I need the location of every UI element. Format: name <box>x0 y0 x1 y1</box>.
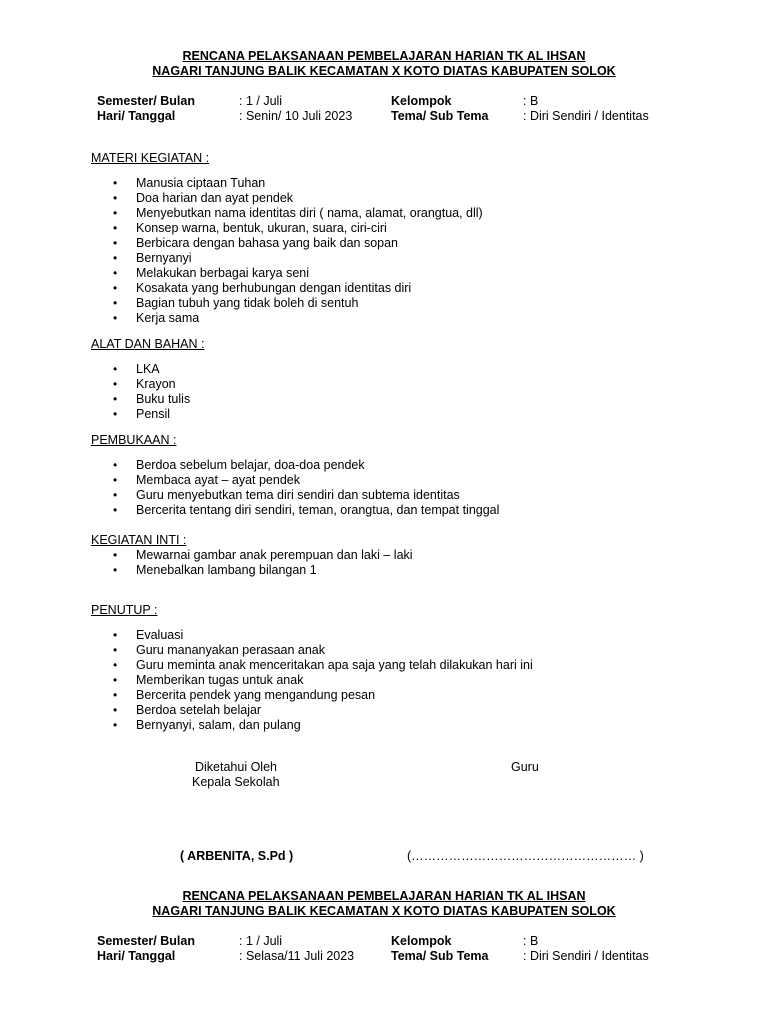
penutup-list <box>0 628 533 733</box>
list-item <box>0 362 190 377</box>
list-item <box>0 703 533 718</box>
list-item-text: Evaluasi <box>136 628 184 642</box>
bullet-icon: • <box>113 488 118 502</box>
list-item-text: Doa harian dan ayat pendek <box>136 191 294 205</box>
materi-heading-text: MATERI KEGIATAN <box>91 151 203 165</box>
list-item <box>0 658 533 673</box>
bullet-icon: • <box>113 503 118 517</box>
list-item-text: Menyebutkan nama identitas diri ( nama, alamat, orangtua, dll) <box>136 206 483 220</box>
kepala-sekolah-name: ( ARBENITA, S.Pd ) <box>180 849 294 863</box>
info-table-2 <box>0 934 768 964</box>
bullet-icon: • <box>113 206 118 220</box>
list-item <box>0 503 499 518</box>
bullet-icon: • <box>113 563 118 577</box>
list-item <box>0 688 533 703</box>
kelompok-value: : B <box>523 94 539 108</box>
list-item <box>0 311 483 326</box>
list-item <box>0 628 533 643</box>
list-item-text: Berdoa setelah belajar <box>136 703 262 717</box>
bullet-icon: • <box>113 718 118 732</box>
bullet-icon: • <box>113 377 118 391</box>
bullet-icon: • <box>113 362 118 376</box>
list-item <box>0 191 483 206</box>
bullet-icon: • <box>113 473 118 487</box>
list-item <box>0 176 483 191</box>
list-item-text: Memberikan tugas untuk anak <box>136 673 304 687</box>
hari-label-2: Hari/ Tanggal <box>97 949 176 963</box>
list-item-text: Bercerita pendek yang mengandung pesan <box>136 688 376 702</box>
semester-label: Semester/ Bulan <box>97 94 195 108</box>
document-title-line1: RENCANA PELAKSANAAN PEMBELAJARAN HARIAN TK AL IHSAN <box>182 49 586 63</box>
list-item <box>0 718 533 733</box>
guru-name-blank: (……………………………………………… ) <box>407 849 644 863</box>
list-item-text: Guru mananyakan perasaan anak <box>136 643 326 657</box>
document2-title-line2: NAGARI TANJUNG BALIK KECAMATAN X KOTO DIATAS KABUPATEN SOLOK <box>152 904 616 918</box>
bullet-icon: • <box>113 296 118 310</box>
list-item-text: Kerja sama <box>136 311 200 325</box>
list-item-text: Bercerita tentang diri sendiri, teman, orangtua, dan tempat tinggal <box>136 503 500 517</box>
list-item <box>0 407 190 422</box>
list-item <box>0 281 483 296</box>
alat-list <box>0 362 190 422</box>
inti-list <box>0 548 413 578</box>
kelompok-label: Kelompok <box>391 94 452 108</box>
bullet-icon: • <box>113 548 118 562</box>
bullet-icon: • <box>113 688 118 702</box>
bullet-icon: • <box>113 311 118 325</box>
list-item-text: LKA <box>136 362 160 376</box>
bullet-icon: • <box>113 266 118 280</box>
list-item <box>0 236 483 251</box>
list-item-text: Berdoa sebelum belajar, doa-doa pendek <box>136 458 365 472</box>
hari-label: Hari/ Tanggal <box>97 109 176 123</box>
bullet-icon: • <box>113 236 118 250</box>
list-item <box>0 548 413 563</box>
list-item-text: Melakukan berbagai karya seni <box>136 266 310 280</box>
pembukaan-heading: PEMBUKAAN : <box>91 433 177 447</box>
diketahui-label: Diketahui Oleh <box>195 760 277 774</box>
hari-value: : Senin/ 10 Juli 2023 <box>239 109 353 123</box>
list-item-text: Membaca ayat – ayat pendek <box>136 473 300 487</box>
list-item <box>0 296 483 311</box>
list-item <box>0 563 413 578</box>
list-item <box>0 488 499 503</box>
list-item <box>0 473 499 488</box>
bullet-icon: • <box>113 221 118 235</box>
bullet-icon: • <box>113 392 118 406</box>
list-item <box>0 377 190 392</box>
list-item <box>0 251 483 266</box>
bullet-icon: • <box>113 176 118 190</box>
semester-value: : 1 / Juli <box>239 94 283 108</box>
kelompok-label-2: Kelompok <box>391 934 452 948</box>
list-item <box>0 673 533 688</box>
list-item-text: Guru menyebutkan tema diri sendiri dan subtema identitas <box>136 488 460 502</box>
bullet-icon: • <box>113 673 118 687</box>
list-item-text: Menebalkan lambang bilangan 1 <box>136 563 317 577</box>
bullet-icon: • <box>113 281 118 295</box>
list-item-text: Krayon <box>136 377 176 391</box>
guru-label: Guru <box>511 760 539 774</box>
alat-heading-colon: : <box>197 337 205 351</box>
materi-heading-colon: : <box>202 151 210 165</box>
list-item-text: Buku tulis <box>136 392 191 406</box>
bullet-icon: • <box>113 191 118 205</box>
alat-heading-text: ALAT DAN BAHAN <box>91 337 198 351</box>
list-item <box>0 643 533 658</box>
list-item-text: Bagian tubuh yang tidak boleh di sentuh <box>136 296 359 310</box>
materi-heading <box>91 151 209 166</box>
penutup-heading: PENUTUP : <box>91 603 158 617</box>
tema-value: : Diri Sendiri / Identitas <box>523 109 649 123</box>
list-item-text: Manusia ciptaan Tuhan <box>136 176 266 190</box>
semester-value-2: : 1 / Juli <box>239 934 283 948</box>
list-item <box>0 266 483 281</box>
document2-title-line1: RENCANA PELAKSANAAN PEMBELAJARAN HARIAN TK AL IHSAN <box>182 889 586 903</box>
list-item-text: Guru meminta anak menceritakan apa saja yang telah dilakukan hari ini <box>136 658 533 672</box>
bullet-icon: • <box>113 643 118 657</box>
list-item <box>0 458 499 473</box>
kelompok-value-2: : B <box>523 934 539 948</box>
list-item-text: Bernyanyi, salam, dan pulang <box>136 718 301 732</box>
bullet-icon: • <box>113 251 118 265</box>
tema-label-2: Tema/ Sub Tema <box>391 949 489 963</box>
materi-list <box>0 176 483 326</box>
list-item <box>0 221 483 236</box>
list-item <box>0 206 483 221</box>
info-table <box>0 94 768 124</box>
kepala-sekolah-label: Kepala Sekolah <box>192 775 280 789</box>
pembukaan-list <box>0 458 499 518</box>
bullet-icon: • <box>113 628 118 642</box>
list-item-text: Pensil <box>136 407 171 421</box>
list-item <box>0 392 190 407</box>
bullet-icon: • <box>113 703 118 717</box>
tema-value-2: : Diri Sendiri / Identitas <box>523 949 649 963</box>
list-item-text: Bernyanyi <box>136 251 192 265</box>
semester-label-2: Semester/ Bulan <box>97 934 195 948</box>
list-item-text: Konsep warna, bentuk, ukuran, suara, ciri-ciri <box>136 221 387 235</box>
tema-label: Tema/ Sub Tema <box>391 109 489 123</box>
list-item-text: Kosakata yang berhubungan dengan identitas diri <box>136 281 412 295</box>
bullet-icon: • <box>113 458 118 472</box>
bullet-icon: • <box>113 407 118 421</box>
inti-heading: KEGIATAN INTI : <box>91 533 187 547</box>
hari-value-2: : Selasa/11 Juli 2023 <box>239 949 355 963</box>
document-title-line2: NAGARI TANJUNG BALIK KECAMATAN X KOTO DIATAS KABUPATEN SOLOK <box>152 64 616 78</box>
list-item-text: Mewarnai gambar anak perempuan dan laki – laki <box>136 548 413 562</box>
alat-heading <box>91 337 204 352</box>
list-item-text: Berbicara dengan bahasa yang baik dan sopan <box>136 236 399 250</box>
bullet-icon: • <box>113 658 118 672</box>
